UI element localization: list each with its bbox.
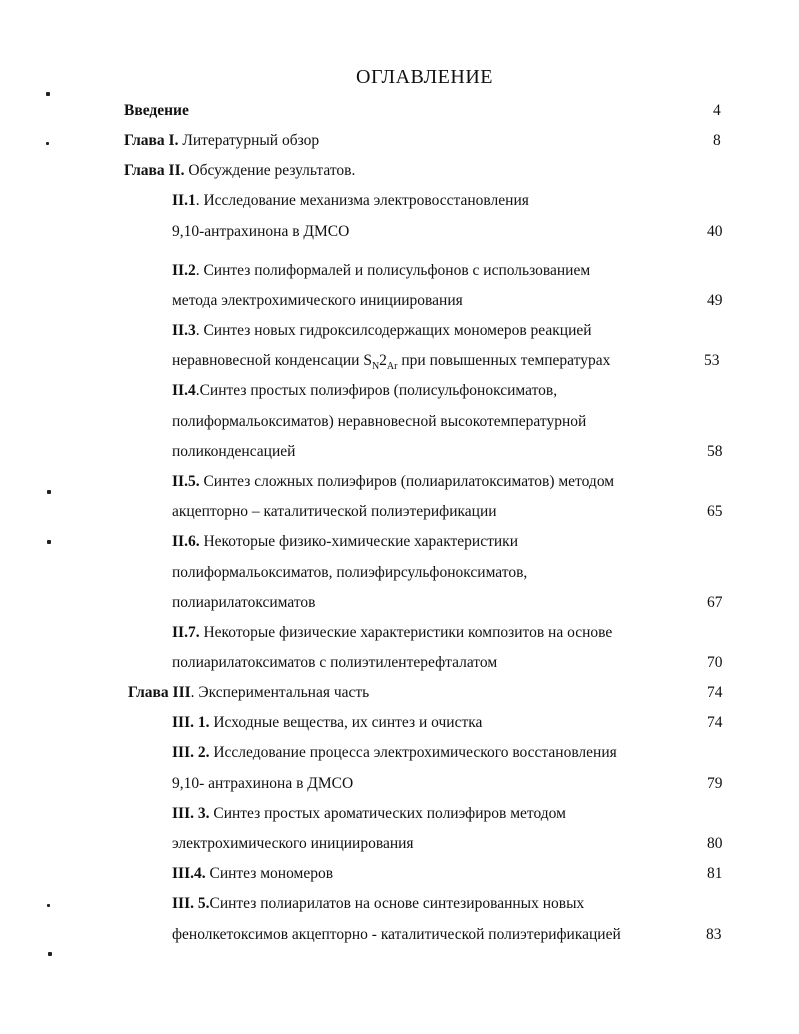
- toc-page-number: 80: [707, 835, 723, 852]
- toc-page-number: 74: [707, 684, 723, 701]
- toc-label: II.4: [172, 382, 196, 399]
- toc-text: Литературный обзор: [178, 132, 320, 149]
- toc-page-number: 65: [707, 503, 723, 520]
- toc-label: III. 5.: [172, 895, 210, 912]
- toc-page-number: 74: [707, 714, 723, 731]
- toc-entry-section-2-6: [172, 533, 518, 551]
- toc-page-number: 8: [713, 132, 721, 149]
- toc-label: Введение: [124, 102, 189, 119]
- scan-speck: [47, 904, 50, 907]
- toc-label: II.7.: [172, 624, 200, 641]
- toc-text: Некоторые физико-химические характеристики: [199, 533, 518, 550]
- toc-text: Синтез простых ароматических полиэфиров методом: [209, 805, 566, 822]
- toc-text: Исследование процесса электрохимического восстановления: [209, 744, 617, 761]
- toc-label: II.5.: [172, 473, 200, 490]
- toc-entry-intro: [124, 102, 189, 120]
- toc-page-number: 79: [707, 775, 723, 792]
- toc-text: Некоторые физические характеристики композитов на основе: [199, 624, 613, 641]
- toc-label: Глава III: [128, 684, 191, 701]
- toc-entry-section-3-4: [172, 865, 333, 883]
- toc-text: . Экспериментальная часть: [190, 684, 370, 701]
- toc-entry-section-3-5: [172, 895, 584, 913]
- toc-text: . Синтез новых гидроксилсодержащих мономеров реакцией: [195, 322, 592, 339]
- toc-text: Синтез сложных полиэфиров (полиарилатоксиматов) методом: [199, 473, 615, 490]
- toc-page-number: 83: [706, 926, 722, 943]
- toc-text-continued: фенолкетоксимов акцепторно - каталитической полиэтерификацией: [172, 926, 621, 943]
- toc-page-number: 67: [707, 594, 723, 611]
- toc-label: III. 1.: [172, 714, 210, 731]
- toc-entry-chapter-3: [128, 684, 369, 702]
- toc-entry-chapter-1: [124, 132, 319, 150]
- toc-page-number: 81: [707, 865, 723, 882]
- toc-entry-section-2-5: [172, 473, 614, 491]
- toc-text-continued: метода электрохимического инициирования: [172, 292, 463, 309]
- toc-page-number: 53: [704, 352, 720, 369]
- toc-page-number: 49: [707, 292, 723, 309]
- toc-entry-section-2-7: [172, 624, 612, 642]
- toc-text: Обсуждение результатов.: [184, 162, 356, 179]
- toc-text-continued: полиарилатоксиматов с полиэтилентерефталатом: [172, 654, 498, 671]
- toc-label: II.3: [172, 322, 196, 339]
- scan-speck: [46, 142, 49, 145]
- toc-entry-chapter-2: [124, 162, 355, 180]
- toc-page-number: 70: [707, 654, 723, 671]
- scan-speck: [47, 540, 51, 544]
- toc-text-continued: поликонденсацией: [172, 443, 296, 460]
- toc-text: неравновесной конденсации S: [172, 352, 372, 369]
- toc-page-number: 4: [713, 102, 721, 119]
- toc-label: III.4.: [172, 865, 206, 882]
- toc-label: II.1: [172, 192, 196, 209]
- toc-label: III. 3.: [172, 805, 210, 822]
- scan-speck: [46, 92, 50, 96]
- toc-entry-section-2-1: [172, 192, 529, 210]
- toc-text-continued: акцепторно – каталитической полиэтерификации: [172, 503, 497, 520]
- toc-entry-section-3-2: [172, 744, 617, 762]
- toc-label: II.2: [172, 262, 196, 279]
- toc-label: III. 2.: [172, 744, 210, 761]
- toc-label: II.6.: [172, 533, 200, 550]
- toc-label: Глава II.: [124, 162, 185, 179]
- toc-page-number: 40: [707, 223, 723, 240]
- toc-text-continued: полиформальоксиматов) неравновесной высокотемпературной: [172, 413, 587, 430]
- toc-text-continued: 9,10- антрахинона в ДМСО: [172, 775, 354, 792]
- toc-text-continued: электрохимического инициирования: [172, 835, 414, 852]
- scan-speck: [48, 952, 52, 956]
- toc-text: .Синтез простых полиэфиров (полисульфоноксиматов,: [195, 382, 558, 399]
- toc-entry-section-3-1: [172, 714, 482, 732]
- toc-entry-section-2-2: [172, 262, 590, 280]
- toc-text: Синтез полиарилатов на основе синтезированных новых: [209, 895, 585, 912]
- toc-text: при повышенных температурах: [397, 352, 611, 369]
- toc-text: . Синтез полиформалей и полисульфонов с использованием: [195, 262, 591, 279]
- page-title: ОГЛАВЛЕНИЕ: [356, 66, 493, 88]
- toc-text-continued: полиарилатоксиматов: [172, 594, 316, 611]
- scan-speck: [47, 490, 51, 494]
- toc-entry-section-2-4: [172, 382, 557, 400]
- toc-entry-section-2-3: [172, 322, 592, 340]
- subscript-ar: Ar: [386, 361, 398, 373]
- toc-text-continued: 9,10-антрахинона в ДМСО: [172, 223, 350, 240]
- toc-text: Исходные вещества, их синтез и очистка: [209, 714, 483, 731]
- toc-entry-section-3-3: [172, 805, 566, 823]
- toc-text: Синтез мономеров: [205, 865, 334, 882]
- toc-text: . Исследование механизма электровосстановления: [195, 192, 529, 209]
- toc-page-number: 58: [707, 443, 723, 460]
- toc-text: 2: [379, 352, 387, 369]
- toc-text-continued: полиформальоксиматов, полиэфирсульфоноксиматов,: [172, 564, 528, 581]
- toc-label: Глава I.: [124, 132, 179, 149]
- toc-text-continued: [172, 352, 610, 376]
- subscript-n: N: [371, 361, 380, 373]
